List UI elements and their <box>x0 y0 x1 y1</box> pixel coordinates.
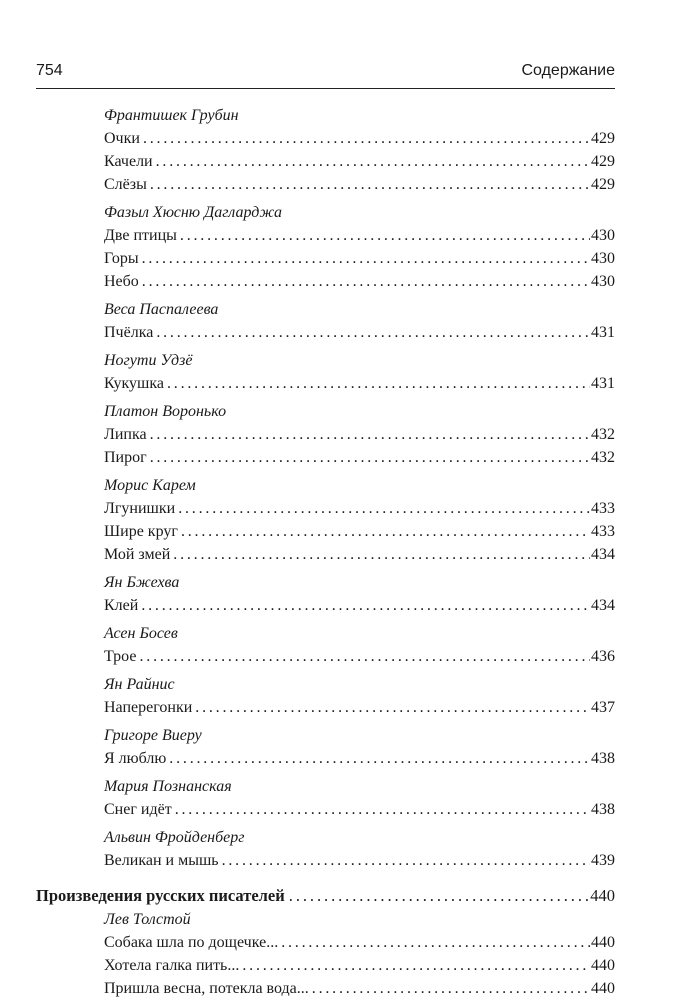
toc-entry-title: Пчёлка <box>104 324 154 341</box>
toc-entry-title: Очки <box>104 130 140 147</box>
dot-leader <box>167 372 590 395</box>
toc-entry-page: 433 <box>591 523 615 540</box>
toc-entry-page: 430 <box>591 227 615 244</box>
toc-entry-title: Наперегонки <box>104 699 193 716</box>
toc-entry-page: 432 <box>591 426 615 443</box>
toc-author-group <box>36 201 615 293</box>
page-number: 754 <box>36 62 63 79</box>
toc-author-group <box>36 571 615 617</box>
toc-entry-page: 430 <box>591 273 615 290</box>
toc-entry <box>36 372 615 395</box>
toc-author-group <box>36 724 615 770</box>
toc-author-group <box>36 298 615 344</box>
toc-entry-title: Клей <box>104 597 139 614</box>
toc-entry-page: 437 <box>591 699 615 716</box>
toc-author: Платон Воронько <box>104 403 227 420</box>
toc-author: Морис Карем <box>104 477 196 494</box>
toc-entry-page: 436 <box>591 648 615 665</box>
toc-author-group <box>36 775 615 821</box>
toc-entry <box>36 150 615 173</box>
toc-entry <box>36 173 615 196</box>
toc-entry <box>36 645 615 668</box>
toc-author-group <box>36 622 615 668</box>
dot-leader <box>150 173 590 196</box>
toc-author-group <box>36 474 615 566</box>
toc-author: Лев Толстой <box>104 911 191 928</box>
toc-entry-page: 430 <box>591 250 615 267</box>
toc-entry <box>36 594 615 617</box>
toc-entry <box>36 127 615 150</box>
toc-entry-page: 431 <box>591 324 615 341</box>
toc-entry <box>36 849 615 872</box>
dot-leader <box>156 321 590 344</box>
toc-entry <box>36 747 615 770</box>
toc-entry-page: 440 <box>591 980 615 997</box>
toc-author: Фазыл Хюсню Дагларджа <box>104 204 283 221</box>
dot-leader <box>222 849 590 872</box>
dot-leader <box>181 520 590 543</box>
toc-entry-page: 440 <box>591 934 615 951</box>
toc-entry-page: 434 <box>591 597 615 614</box>
dot-leader <box>175 798 590 821</box>
toc-entry-title: Горы <box>104 250 139 267</box>
dot-leader <box>150 446 590 469</box>
toc-entry <box>36 977 615 1000</box>
toc-entry <box>36 798 615 821</box>
toc-entry <box>36 321 615 344</box>
toc-entry <box>36 954 615 977</box>
toc-entry-page: 433 <box>591 500 615 517</box>
toc-author: Веса Паспалеева <box>104 301 219 318</box>
dot-leader <box>142 270 590 293</box>
toc-author-group <box>36 826 615 872</box>
toc-entry-page: 431 <box>591 375 615 392</box>
toc-author-group <box>36 400 615 469</box>
dot-leader <box>180 224 590 247</box>
toc-entry-page: 440 <box>591 957 615 974</box>
toc-entry-page: 438 <box>591 801 615 818</box>
toc-entry-title: Собака шла по дощечке... <box>104 934 279 951</box>
toc-author-group <box>36 349 615 395</box>
toc-author-group <box>36 908 615 1000</box>
toc-entry-title: Слёзы <box>104 176 147 193</box>
dot-leader <box>139 645 590 668</box>
toc-entry <box>36 423 615 446</box>
toc-author: Асен Босев <box>104 625 178 642</box>
dot-leader <box>169 747 590 770</box>
toc-entry-title: Великан и мышь <box>104 852 219 869</box>
toc-entry <box>36 696 615 719</box>
toc-entry-title: Качели <box>104 153 153 170</box>
toc-section-page: 440 <box>590 886 615 905</box>
toc-entry-page: 429 <box>591 176 615 193</box>
toc-author-group <box>36 104 615 196</box>
toc-entry-title: Пришла весна, потекла вода... <box>104 980 309 997</box>
toc-entry <box>36 497 615 520</box>
toc-entry <box>36 446 615 469</box>
toc-author: Ян Райнис <box>104 676 175 693</box>
toc-entry <box>36 931 615 954</box>
toc-entry-title: Трое <box>104 648 137 665</box>
toc-entry-title: Мой змей <box>104 546 171 563</box>
running-title: Содержание <box>521 62 615 79</box>
toc-author: Ногути Удзё <box>104 352 193 369</box>
dot-leader <box>173 543 590 566</box>
page-header <box>36 58 615 89</box>
dot-leader <box>178 497 590 520</box>
table-of-contents <box>36 104 615 1005</box>
toc-entry-title: Пирог <box>104 449 147 466</box>
toc-entry-page: 438 <box>591 750 615 767</box>
toc-author: Ян Бжехва <box>104 574 180 591</box>
toc-entry-title: Снег идёт <box>104 801 172 818</box>
dot-leader <box>312 977 590 1000</box>
toc-entry <box>36 224 615 247</box>
toc-author-group <box>36 673 615 719</box>
toc-author: Мария Познанская <box>104 778 232 795</box>
toc-entry-title: Шире круг <box>104 523 178 540</box>
toc-entry <box>36 247 615 270</box>
toc-entry-title: Небо <box>104 273 139 290</box>
dot-leader <box>142 247 590 270</box>
toc-entry-page: 429 <box>591 153 615 170</box>
toc-entry-page: 434 <box>591 546 615 563</box>
toc-entry-title: Две птицы <box>104 227 177 244</box>
toc-entry-title: Лгунишки <box>104 500 176 517</box>
toc-author: Франтишек Грубин <box>104 107 239 124</box>
toc-entry-title: Хотела галка пить... <box>104 957 240 974</box>
dot-leader <box>242 954 590 977</box>
dot-leader <box>156 150 590 173</box>
toc-section-title: Произведения русских писателей <box>36 886 285 905</box>
toc-author: Альвин Фройденберг <box>104 829 245 846</box>
toc-entry-title: Кукушка <box>104 375 164 392</box>
toc-entry-page: 429 <box>591 130 615 147</box>
dot-leader <box>141 594 590 617</box>
toc-entry <box>36 543 615 566</box>
dot-leader <box>150 423 590 446</box>
toc-entry-page: 439 <box>591 852 615 869</box>
toc-author: Григоре Виеру <box>104 727 202 744</box>
toc-entry <box>36 520 615 543</box>
dot-leader <box>195 696 590 719</box>
dot-leader <box>143 127 590 150</box>
dot-leader <box>289 884 589 908</box>
toc-entry <box>36 270 615 293</box>
toc-section-heading <box>36 884 615 908</box>
toc-entry-title: Я люблю <box>104 750 167 767</box>
toc-entry-page: 432 <box>591 449 615 466</box>
toc-entry-title: Липка <box>104 426 147 443</box>
dot-leader <box>281 931 590 954</box>
